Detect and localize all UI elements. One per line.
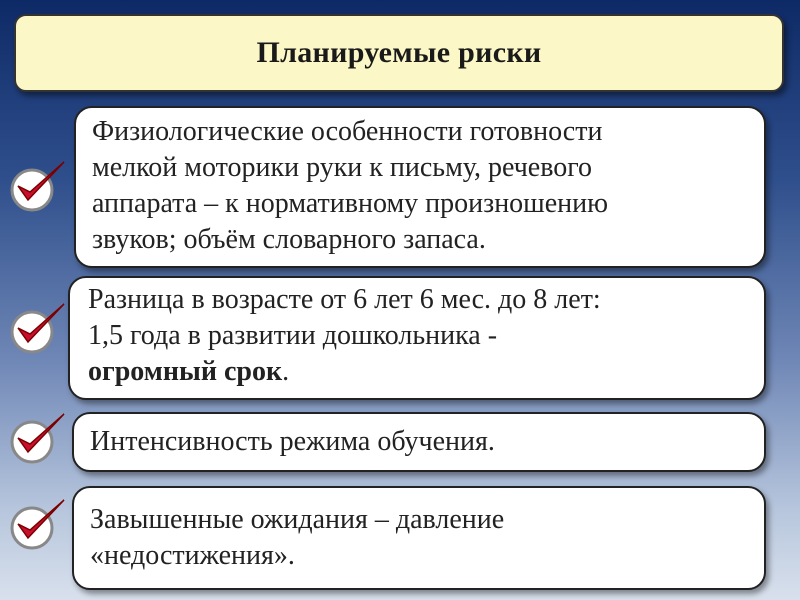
risk-line: Физиологические особенности готовности	[92, 116, 603, 147]
risk-item-age-difference	[68, 276, 766, 400]
title-banner	[14, 14, 784, 92]
page-title: Планируемые риски	[256, 36, 542, 69]
risk-item-expectations	[72, 486, 766, 590]
checkmark-icon	[8, 298, 70, 360]
checkmark-icon	[8, 494, 70, 556]
punctuation: .	[282, 356, 290, 387]
risk-line: Завышенные ожидания – давление	[90, 504, 505, 535]
risk-line	[88, 354, 752, 390]
risk-item-intensity	[72, 412, 766, 472]
checkmark-icon	[8, 156, 70, 218]
risk-line: 1,5 года в развитии дошкольника -	[88, 320, 498, 351]
risk-line: аппарата – к нормативному произношению	[92, 188, 609, 219]
risk-line: звуков; объём словарного запаса.	[92, 224, 486, 255]
checkmark-icon	[8, 408, 70, 470]
emphasis-text: огромный срок	[88, 356, 283, 387]
risk-line: «недостижения».	[90, 540, 295, 571]
risk-line: Разница в возрасте от 6 лет 6 мес. до 8 лет:	[88, 284, 601, 315]
risk-line: Интенсивность режима обучения.	[90, 426, 495, 457]
risk-line: мелкой моторики руки к письму, речевого	[92, 152, 593, 183]
risk-item-physiology	[74, 106, 766, 268]
